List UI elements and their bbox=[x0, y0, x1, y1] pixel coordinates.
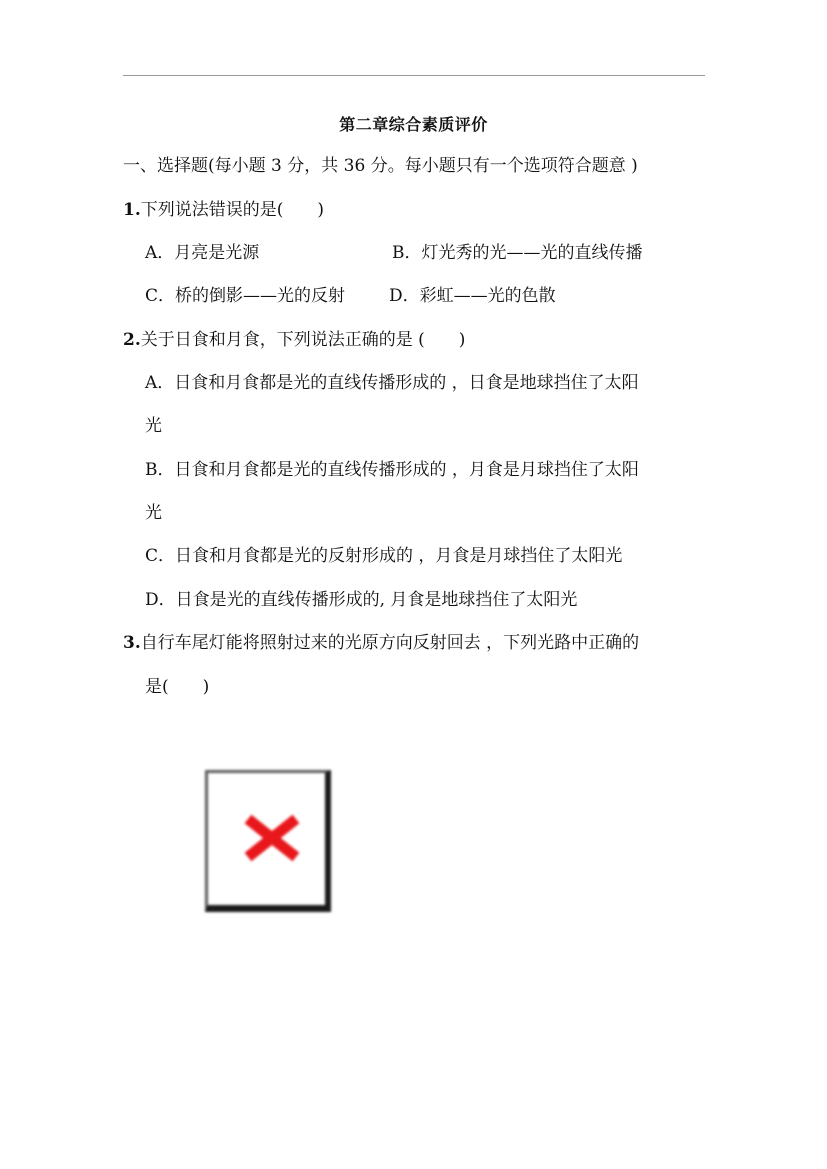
question-1-option-a: A．月亮是光源 bbox=[145, 243, 260, 263]
question-3-number: 3. bbox=[123, 633, 141, 653]
broken-image-icon bbox=[242, 813, 302, 863]
question-2-option-d: D．日食是光的直线传播形成的, 月食是地球挡住了太阳光 bbox=[145, 590, 578, 610]
question-2-option-c: C．日食和月食都是光的反射形成的 ，月食是月球挡住了太阳光 bbox=[145, 546, 623, 566]
question-3-text: 自行车尾灯能将照射过来的光原方向反射回去 ，下列光路中正确的 bbox=[140, 633, 640, 653]
question-3-stem bbox=[123, 631, 639, 655]
question-1-option-c: C．桥的倒影——光的反射 bbox=[145, 286, 346, 306]
question-1-stem bbox=[123, 198, 324, 222]
question-2-option-b-line2: 光 bbox=[145, 503, 162, 523]
question-2-option-b-line1: B．日食和月食都是光的直线传播形成的 ，月食是月球挡住了太阳 bbox=[145, 460, 639, 480]
question-2-option-a-line1: A．日食和月食都是光的直线传播形成的 ，日食是地球挡住了太阳 bbox=[145, 373, 639, 393]
header-rule bbox=[123, 75, 705, 76]
question-2-stem bbox=[123, 328, 465, 352]
question-3-figure-placeholder bbox=[205, 770, 331, 912]
question-1-option-d: D．彩虹——光的色散 bbox=[389, 286, 556, 306]
question-2-text: 关于日食和月食，下列说法正确的是 ( ) bbox=[140, 330, 466, 350]
question-3-stem-line2: 是( ) bbox=[145, 677, 210, 697]
question-1-option-b: B．灯光秀的光——光的直线传播 bbox=[392, 243, 643, 263]
page-title: 第二章综合素质评价 bbox=[339, 115, 488, 134]
question-1-number: 1. bbox=[123, 200, 141, 220]
section-heading: 一、选择题(每小题 3 分，共 36 分。每小题只有一个选项符合题意 ) bbox=[123, 156, 638, 176]
question-1-text: 下列说法错误的是( ) bbox=[140, 200, 325, 220]
question-2-number: 2. bbox=[123, 330, 141, 350]
question-2-option-a-line2: 光 bbox=[145, 416, 162, 436]
